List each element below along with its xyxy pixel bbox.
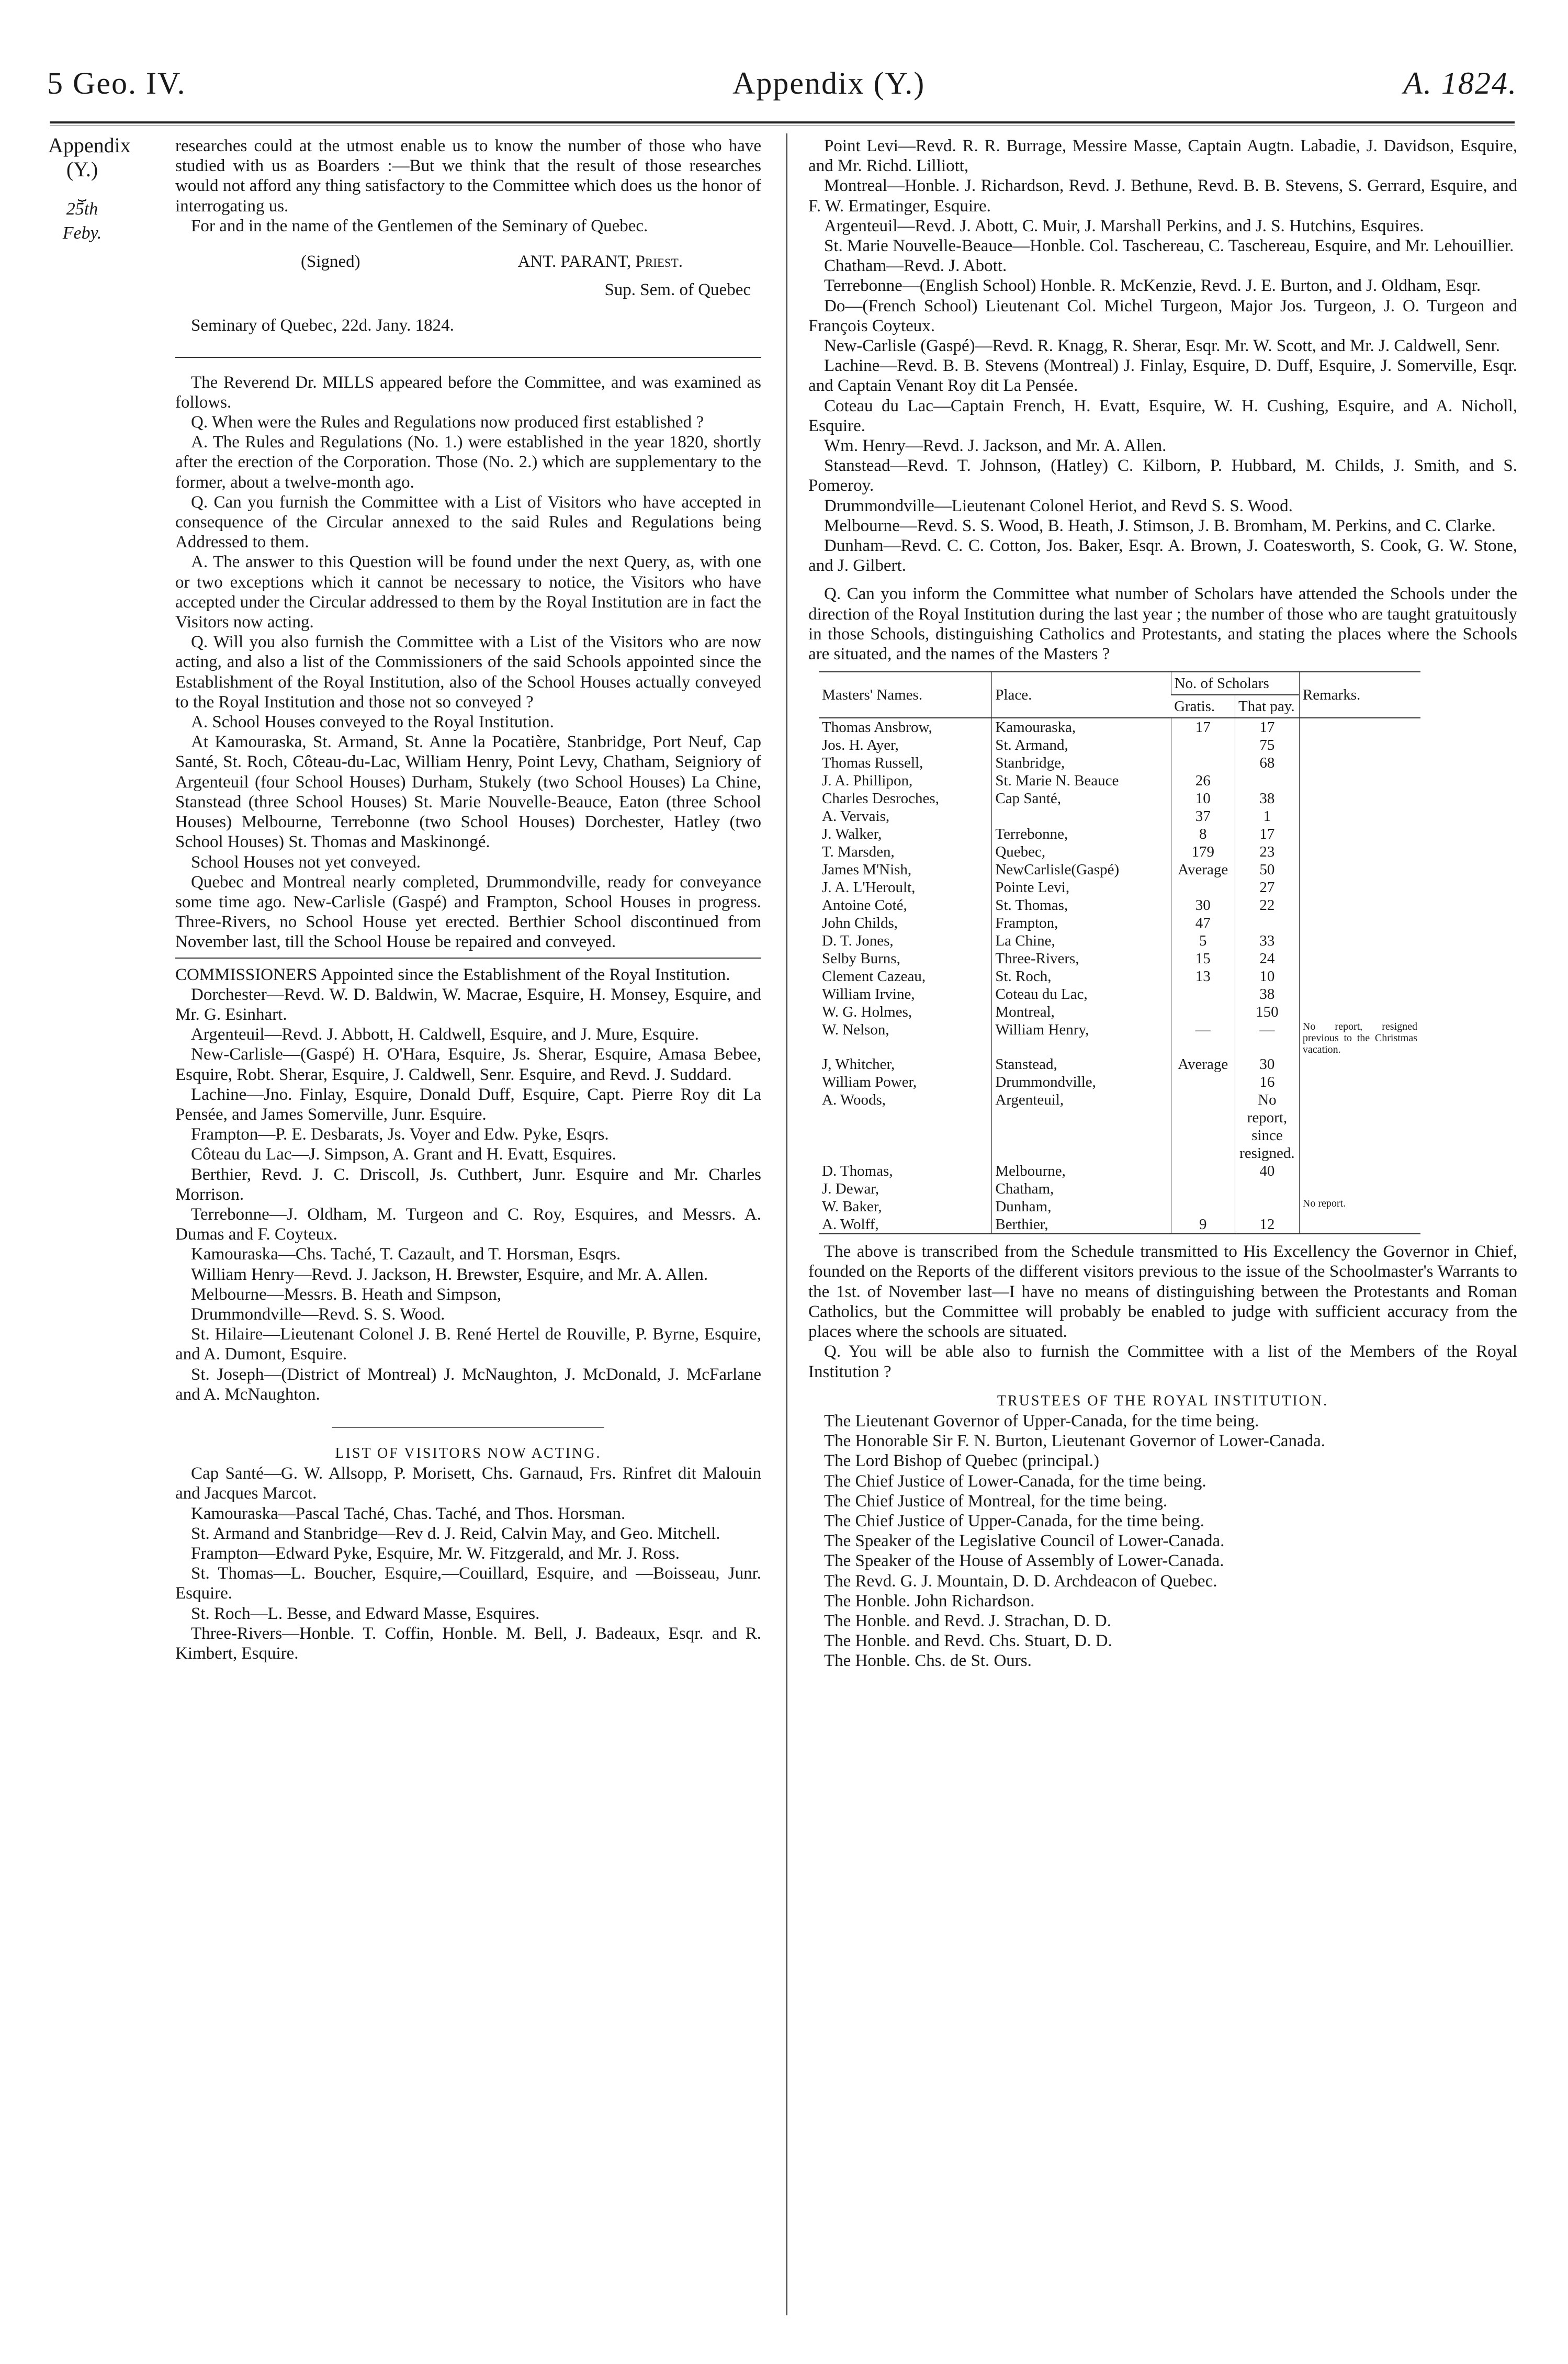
table-row — [819, 932, 1420, 950]
cell-place: William Henry, — [992, 1021, 1171, 1055]
cell-remark — [1299, 736, 1420, 754]
cell-master-name: A. Wolff, — [819, 1215, 992, 1234]
cell-pay: No report, since resigned. — [1235, 1091, 1299, 1162]
question: Q. Can you inform the Committee what number of Scholars have attended the Schools under the direction of the Royal Institution during the last year ; the number of those who are taught gratuitously in those Schools, distinguishing Catholics and Protestants, and stating the places where the Schools are situated, and the names of the Masters ? — [808, 584, 1517, 664]
cell-master-name: J. Walker, — [822, 826, 882, 843]
list-item: St. Joseph—(District of Montreal) J. McNaughton, J. McDonald, J. McFarlane and A. McNaughton. — [175, 1365, 761, 1404]
list-item: New-Carlisle—(Gaspé) H. O'Hara, Esquire, Js. Sherar, Esquire, Amasa Bebee, Esquire, Robt. Sherar, Esquire, J. Caldwell, Senr. Esquire, and Revd. J. Suddard. — [175, 1045, 761, 1084]
cell-master-name: J. A. L'Heroult, — [822, 879, 916, 896]
list-item: New-Carlisle (Gaspé)—Revd. R. Knagg, R. Sherar, Esqr. Mr. W. Scott, and Mr. J. Caldwell, Senr. — [824, 336, 1500, 356]
cell-remark — [1299, 967, 1420, 985]
cell-place: Melbourne, — [992, 1162, 1171, 1180]
margin-date: 25th Feby. — [62, 199, 102, 243]
cell-master-name: W. Baker, — [822, 1198, 882, 1215]
list-item: Terrebonne—J. Oldham, M. Turgeon and C. Roy, Esquires, and Messrs. A. Dumas and F. Coyteux. — [175, 1204, 761, 1244]
cell-remark — [1299, 1091, 1420, 1162]
cell-master-name: T. Marsden, — [822, 843, 895, 861]
cell-pay: 17 — [1235, 718, 1299, 736]
list-item: Three-Rivers—Honble. T. Coffin, Honble. M. Bell, J. Badeaux, Esqr. and R. Kimbert, Esquire. — [175, 1624, 761, 1663]
table-row — [819, 1180, 1420, 1198]
list-item: Coteau du Lac—Captain French, H. Evatt, Esquire, W. H. Cushing, Esquire, and A. Nicholl, Esquire. — [808, 396, 1517, 435]
cell-master-name: Clement Cazeau, — [822, 968, 926, 985]
list-item: The Lord Bishop of Quebec (principal.) — [824, 1451, 1100, 1471]
cell-gratis: 13 — [1171, 967, 1235, 985]
cell-remark — [1299, 879, 1420, 896]
signer-title: Sup. Sem. of Quebec — [604, 280, 751, 300]
dateline: Seminary of Quebec, 22d. Jany. 1824. — [191, 316, 454, 335]
cell-pay: 33 — [1235, 932, 1299, 950]
cell-gratis: 8 — [1171, 825, 1235, 843]
answer: A. The answer to this Question will be found under the next Query, as, with one or two exceptions which it cannot be necessary to notice, the Visitors who have accepted under the Circular addressed to them by the Royal Institution are in fact the Visitors now acting. — [175, 553, 761, 632]
table-row — [819, 861, 1420, 879]
cell-pay: 1 — [1235, 807, 1299, 825]
cell-pay: 12 — [1235, 1215, 1299, 1234]
cell-gratis: 9 — [1171, 1215, 1235, 1234]
col-header-remarks: Remarks. — [1299, 672, 1420, 718]
cell-remark — [1299, 914, 1420, 932]
section-rule — [332, 1427, 604, 1428]
list-item: Frampton—Edward Pyke, Esquire, Mr. W. Fitzgerald, and Mr. J. Ross. — [191, 1544, 680, 1563]
list-item: Drummondville—Lieutenant Colonel Heriot, and Revd S. S. Wood. — [824, 496, 1293, 515]
cell-remark — [1299, 807, 1420, 825]
trustees-heading: TRUSTEES OF THE ROYAL INSTITUTION. — [997, 1392, 1329, 1409]
margin-appendix-label: Appendix — [48, 133, 131, 157]
cell-remark — [1299, 985, 1420, 1003]
cell-place — [992, 807, 1171, 825]
answer: A. The Rules and Regulations (No. 1.) were established in the year 1820, shortly after the erection of the Corporation. Those (No. 2.) which are supplementary to the former, about a twelve-month ago. — [175, 433, 761, 492]
cell-gratis: 37 — [1171, 807, 1235, 825]
cell-place: Argenteuil, — [992, 1091, 1171, 1162]
table-row — [819, 807, 1420, 825]
cell-pay: 68 — [1235, 754, 1299, 772]
list-item: William Henry—Revd. J. Jackson, H. Brewster, Esquire, and Mr. A. Allen. — [191, 1265, 708, 1284]
cell-master-name: D. T. Jones, — [822, 932, 894, 950]
cell-remark — [1299, 754, 1420, 772]
cell-pay: 150 — [1235, 1003, 1299, 1021]
list-item: The Speaker of the House of Assembly of Lower-Canada. — [824, 1551, 1224, 1571]
cell-remark — [1299, 1215, 1420, 1234]
paragraph: Quebec and Montreal nearly completed, Drummondville, ready for conveyance some time ago. New-Carlisle (Gaspé) and Frampton, School Houses in progress. Three-Rivers, no School House yet erected. Berthier School discontinued from November last, till the School House be repaired and conveyed. — [175, 872, 761, 952]
col-header-gratis: Gratis. — [1171, 695, 1235, 718]
list-item: The Honorable Sir F. N. Burton, Lieutenant Governor of Lower-Canada. — [824, 1432, 1326, 1451]
list-item: Frampton—P. E. Desbarats, Js. Voyer and Edw. Pyke, Esqrs. — [191, 1125, 609, 1144]
cell-gratis: 47 — [1171, 914, 1235, 932]
cell-place: Pointe Levi, — [992, 879, 1171, 896]
cell-place: Kamouraska, — [992, 718, 1171, 736]
signer-name: ANT. PARANT, Priest. — [517, 252, 683, 272]
cell-master-name: Charles Desroches, — [822, 790, 939, 807]
section-rule — [175, 958, 761, 959]
list-item: Dorchester—Revd. W. D. Baldwin, W. Macrae, Esquire, H. Monsey, Esquire, and Mr. G. Esinhart. — [175, 985, 761, 1024]
paragraph: School Houses not yet conveyed. — [191, 852, 421, 872]
answer: A. School Houses conveyed to the Royal Institution. — [191, 713, 554, 732]
list-item: Argenteuil—Revd. J. Abott, C. Muir, J. Marshall Perkins, and J. S. Hutchins, Esquires. — [824, 216, 1424, 235]
cell-master-name: D. Thomas, — [822, 1163, 893, 1180]
cell-gratis: Average — [1171, 861, 1235, 879]
cell-place: St. Marie N. Beauce — [992, 772, 1171, 790]
table-row — [819, 950, 1420, 967]
cell-gratis: 5 — [1171, 932, 1235, 950]
table-row — [819, 825, 1420, 843]
cell-pay: 17 — [1235, 825, 1299, 843]
table-row — [819, 790, 1420, 807]
table-row — [819, 896, 1420, 914]
cell-remark — [1299, 896, 1420, 914]
cell-master-name: A. Vervais, — [822, 808, 890, 825]
cell-remark — [1299, 1073, 1420, 1091]
cell-master-name: William Power, — [822, 1074, 917, 1091]
paragraph: For and in the name of the Gentlemen of the Seminary of Quebec. — [191, 216, 648, 235]
cell-place: Drummondville, — [992, 1073, 1171, 1091]
cell-gratis — [1171, 1198, 1235, 1215]
list-item: The Chief Justice of Montreal, for the time being. — [824, 1491, 1168, 1511]
paragraph: researches could at the utmost enable us to know the number of those who have studied with us as Boarders :—But we think that the result of those researches would not afford any thing satisfactory to the Committee which does us the honor of interrogating us. — [175, 137, 761, 216]
visitors-heading: LIST OF VISITORS NOW ACTING. — [335, 1445, 602, 1461]
cell-master-name: W. G. Holmes, — [822, 1004, 912, 1021]
list-item: The Honble. Chs. de St. Ours. — [824, 1651, 1032, 1671]
table-row — [819, 772, 1420, 790]
cell-pay: 30 — [1235, 1055, 1299, 1073]
cell-remark — [1299, 718, 1420, 736]
left-column — [175, 136, 761, 1663]
cell-place: Stanbridge, — [992, 754, 1171, 772]
cell-place: Coteau du Lac, — [992, 985, 1171, 1003]
page-header — [47, 65, 1517, 112]
table-row — [819, 879, 1420, 896]
cell-pay: 27 — [1235, 879, 1299, 896]
cell-remark — [1299, 825, 1420, 843]
table-row — [819, 1215, 1420, 1234]
cell-place: Berthier, — [992, 1215, 1171, 1234]
cell-place: Chatham, — [992, 1180, 1171, 1198]
cell-remark — [1299, 1003, 1420, 1021]
signature-line — [175, 252, 761, 272]
cell-master-name: Selby Burns, — [822, 950, 900, 967]
cell-pay: 40 — [1235, 1162, 1299, 1180]
paragraph: The Reverend Dr. MILLS appeared before the Committee, and was examined as follows. — [175, 373, 761, 412]
cell-master-name: Jos. H. Ayer, — [822, 737, 899, 754]
list-item: Dunham—Revd. C. C. Cotton, Jos. Baker, Esqr. A. Brown, J. Coatesworth, S. Cook, G. W. Stone, and J. Gilbert. — [808, 536, 1517, 576]
cell-gratis — [1171, 1091, 1235, 1162]
cell-master-name: J. Dewar, — [822, 1180, 879, 1198]
paragraph: The above is transcribed from the Schedule transmitted to His Excellency the Governor in Chief, founded on the Reports of the different visitors previous to the issue of the Schoolmaster's Warrants to the 1st. of November last—I have no means of distinguishing between the Protestants and Roman Catholics, but the Committee will probably be enabled to judge with sufficient accuracy from the places where the schools are situated. — [808, 1242, 1517, 1342]
list-item: The Chief Justice of Upper-Canada, for the time being. — [824, 1511, 1204, 1530]
cell-gratis — [1171, 754, 1235, 772]
cell-pay: 24 — [1235, 950, 1299, 967]
cell-gratis: 26 — [1171, 772, 1235, 790]
cell-remark — [1299, 790, 1420, 807]
cell-gratis: 10 — [1171, 790, 1235, 807]
table-header-row — [819, 672, 1420, 695]
list-item: Berthier, Revd. J. C. Driscoll, Js. Cuthbert, Junr. Esquire and Mr. Charles Morrison. — [175, 1165, 761, 1204]
cell-master-name: Antoine Coté, — [822, 897, 907, 914]
cell-place: Terrebonne, — [992, 825, 1171, 843]
question: Q. Will you also furnish the Committee with a List of the Visitors who are now acting, and also a list of the Commissioners of the said Schools appointed since the Establishment of the Royal Institution, also of the School Houses actually conveyed to the Royal Institution and those not so conveyed ? — [175, 633, 761, 712]
cell-gratis — [1171, 1073, 1235, 1091]
list-item: St. Hilaire—Lieutenant Colonel J. B. René Hertel de Rouville, P. Byrne, Esquire, and A. Dumont, Esquire. — [175, 1325, 761, 1364]
cell-place: St. Thomas, — [992, 896, 1171, 914]
question: Q. You will be able also to furnish the Committee with a list of the Members of the Royal Institution ? — [808, 1342, 1517, 1381]
cell-place: Frampton, — [992, 914, 1171, 932]
cell-gratis — [1171, 879, 1235, 896]
list-item: The Honble. John Richardson. — [824, 1591, 1035, 1611]
list-item: Argenteuil—Revd. J. Abbott, H. Caldwell, Esquire, and J. Mure, Esquire. — [191, 1025, 699, 1044]
col-header-place: Place. — [992, 672, 1171, 718]
cell-master-name: Thomas Ansbrow, — [822, 719, 932, 736]
header-appendix: Appendix (Y.) — [732, 66, 926, 100]
header-rule — [50, 121, 1515, 123]
cell-place: La Chine, — [992, 932, 1171, 950]
margin-appendix-sub: (Y.) — [66, 157, 98, 181]
cell-place: Dunham, — [992, 1198, 1171, 1215]
signed-label: (Signed) — [301, 252, 360, 272]
cell-gratis — [1171, 1003, 1235, 1021]
table-row — [819, 1091, 1420, 1162]
table-row — [819, 1003, 1420, 1021]
table-row — [819, 967, 1420, 985]
paragraph: At Kamouraska, St. Armand, St. Anne la Pocatière, Stanbridge, Port Neuf, Cap Santé, St. Roch, Côteau-du-Lac, William Henry, Point Levy, Chatham, Seigniory of Argenteuil (four School Houses) Durham, Stukely (two School Houses) La Chine, Stanstead (three School Houses) St. Marie Nouvelle-Beauce, Eaton (three School Houses) Melbourne, Terrebonne (two School Houses) Dorchester, Hatley (two School Houses) St. Thomas and Maskinongé. — [175, 733, 761, 852]
cell-place: NewCarlisle(Gaspé) — [992, 861, 1171, 879]
cell-master-name: John Childs, — [822, 915, 898, 932]
cell-place: Quebec, — [992, 843, 1171, 861]
table-row — [819, 985, 1420, 1003]
margin-brace: ⏟ — [77, 185, 87, 201]
cell-pay: 23 — [1235, 843, 1299, 861]
list-item: Lachine—Revd. B. B. Stevens (Montreal) J. Finlay, Esquire, D. Duff, Esquire, J. Somerville, Esqr. and Captain Venant Roy dit La Pensée. — [808, 356, 1517, 396]
scholars-table — [819, 671, 1420, 1234]
list-item: The Revd. G. J. Mountain, D. D. Archdeacon of Quebec. — [824, 1571, 1217, 1591]
table-row — [819, 1198, 1420, 1215]
section-rule — [175, 357, 761, 358]
cell-gratis: 17 — [1171, 718, 1235, 736]
cell-remark — [1299, 861, 1420, 879]
cell-gratis: — — [1171, 1021, 1235, 1055]
cell-place: Three-Rivers, — [992, 950, 1171, 967]
question: Q. When were the Rules and Regulations now produced first established ? — [191, 413, 704, 432]
list-item: Cap Santé—G. W. Allsopp, P. Morisett, Chs. Garnaud, Frs. Rinfret dit Malouin and Jacques Marcot. — [175, 1464, 761, 1503]
header-regnal-year: 5 Geo. IV. — [47, 66, 186, 100]
cell-pay: 10 — [1235, 967, 1299, 985]
table-row — [819, 718, 1420, 736]
list-item: Stanstead—Revd. T. Johnson, (Hatley) C. Kilborn, P. Hubbard, M. Childs, J. Smith, and S. Pomeroy. — [808, 456, 1517, 496]
cell-master-name: W. Nelson, — [822, 1021, 889, 1039]
cell-master-name: James M'Nish, — [822, 861, 912, 879]
cell-master-name: Thomas Russell, — [822, 755, 923, 772]
col-header-masters: Masters' Names. — [819, 672, 992, 718]
cell-remark — [1299, 772, 1420, 790]
table-body — [819, 718, 1420, 1234]
cell-place: Montreal, — [992, 1003, 1171, 1021]
margin-note — [48, 133, 131, 245]
question: Q. Can you furnish the Committee with a List of Visitors who have accepted in consequence of the Circular annexed to the said Rules and Regulations being Addressed to them. — [175, 492, 761, 552]
list-item: Drummondville—Revd. S. S. Wood. — [191, 1304, 445, 1324]
cell-place: St. Armand, — [992, 736, 1171, 754]
table-row — [819, 843, 1420, 861]
right-column — [808, 136, 1517, 1671]
list-item: The Speaker of the Legislative Council of Lower-Canada. — [824, 1532, 1225, 1551]
column-divider — [786, 133, 787, 2315]
list-item: Melbourne—Revd. S. S. Wood, B. Heath, J. Stimson, J. B. Bromham, M. Perkins, and C. Clarke. — [824, 516, 1496, 535]
cell-pay — [1235, 914, 1299, 932]
list-item: Wm. Henry—Revd. J. Jackson, and Mr. A. Allen. — [824, 436, 1167, 456]
cell-master-name: A. Woods, — [822, 1091, 886, 1109]
cell-gratis: 15 — [1171, 950, 1235, 967]
cell-gratis: 179 — [1171, 843, 1235, 861]
cell-pay: 38 — [1235, 985, 1299, 1003]
table-row — [819, 736, 1420, 754]
list-item: St. Roch—L. Besse, and Edward Masse, Esquires. — [191, 1604, 540, 1623]
cell-remark: No report, resigned previous to the Christmas vacation. — [1299, 1021, 1420, 1055]
cell-gratis: Average — [1171, 1055, 1235, 1073]
list-item: Do—(French School) Lieutenant Col. Michel Turgeon, Major Jos. Turgeon, J. O. Turgeon and François Coyteux. — [808, 296, 1517, 335]
list-item: Kamouraska—Chs. Taché, T. Cazault, and T. Horsman, Esqrs. — [191, 1245, 621, 1264]
list-item: The Honble. and Revd. J. Strachan, D. D. — [824, 1611, 1111, 1630]
cell-remark — [1299, 1180, 1420, 1198]
cell-pay: — — [1235, 1021, 1299, 1055]
list-item: St. Armand and Stanbridge—Rev d. J. Reid, Calvin May, and Geo. Mitchell. — [191, 1524, 720, 1543]
table-row — [819, 754, 1420, 772]
list-item: Point Levi—Revd. R. R. Burrage, Messire Masse, Captain Augtn. Labadie, J. Davidson, Esquire, and Mr. Richd. Lilliott, — [808, 137, 1517, 176]
cell-place: Stanstead, — [992, 1055, 1171, 1073]
cell-gratis — [1171, 1180, 1235, 1198]
cell-pay: 75 — [1235, 736, 1299, 754]
cell-gratis — [1171, 985, 1235, 1003]
commissioners-heading: COMMISSIONERS Appointed since the Establishment of the Royal Institution. — [175, 965, 730, 984]
cell-remark — [1299, 950, 1420, 967]
list-item: Côteau du Lac—J. Simpson, A. Grant and H. Evatt, Esquires. — [191, 1145, 616, 1164]
table-row — [819, 914, 1420, 932]
cell-pay — [1235, 1198, 1299, 1215]
list-item: The Honble. and Revd. Chs. Stuart, D. D. — [824, 1631, 1112, 1651]
list-item: Kamouraska—Pascal Taché, Chas. Taché, and Thos. Horsman. — [191, 1504, 626, 1523]
cell-master-name: William Irvine, — [822, 986, 915, 1003]
list-item: The Chief Justice of Lower-Canada, for the time being. — [824, 1471, 1206, 1491]
list-item: St. Thomas—L. Boucher, Esquire,—Couillard, Esquire, and —Boisseau, Junr. Esquire. — [175, 1564, 761, 1603]
cell-pay: 38 — [1235, 790, 1299, 807]
table-row — [819, 1055, 1420, 1073]
list-item: Terrebonne—(English School) Honble. R. McKenzie, Revd. J. E. Burton, and J. Oldham, Esqr. — [824, 276, 1481, 296]
cell-remark: No report. — [1299, 1198, 1420, 1215]
col-header-pay: That pay. — [1235, 695, 1299, 718]
cell-pay: 50 — [1235, 861, 1299, 879]
list-item: Lachine—Jno. Finlay, Esquire, Donald Duff, Esquire, Capt. Pierre Roy dit La Pensée, and James Somerville, Junr. Esquire. — [175, 1085, 761, 1124]
cell-remark — [1299, 932, 1420, 950]
cell-master-name: J, Whitcher, — [822, 1056, 895, 1073]
cell-pay: 16 — [1235, 1073, 1299, 1091]
col-header-scholars: No. of Scholars — [1171, 672, 1299, 695]
table-row — [819, 1162, 1420, 1180]
cell-pay: 22 — [1235, 896, 1299, 914]
list-item: The Lieutenant Governor of Upper-Canada, for the time being. — [824, 1411, 1259, 1431]
table-row — [819, 1073, 1420, 1091]
cell-gratis — [1171, 736, 1235, 754]
list-item: St. Marie Nouvelle-Beauce—Honble. Col. Taschereau, C. Taschereau, Esquire, and Mr. Lehouillier. — [824, 237, 1514, 256]
cell-master-name: J. A. Phillipon, — [822, 772, 913, 790]
cell-pay — [1235, 1180, 1299, 1198]
cell-remark — [1299, 1055, 1420, 1073]
list-item: Chatham—Revd. J. Abott. — [824, 256, 1007, 276]
cell-pay — [1235, 772, 1299, 790]
cell-gratis: 30 — [1171, 896, 1235, 914]
header-year: A. 1824. — [1403, 66, 1517, 100]
cell-remark — [1299, 1162, 1420, 1180]
cell-place: St. Roch, — [992, 967, 1171, 985]
table-row — [819, 1021, 1420, 1055]
cell-place: Cap Santé, — [992, 790, 1171, 807]
list-item: Melbourne—Messrs. B. Heath and Simpson, — [191, 1285, 502, 1304]
cell-remark — [1299, 843, 1420, 861]
list-item: Montreal—Honble. J. Richardson, Revd. J. Bethune, Revd. B. B. Stevens, S. Gerrard, Esquire, and F. W. Ermatinger, Esquire. — [808, 176, 1517, 216]
cell-gratis — [1171, 1162, 1235, 1180]
